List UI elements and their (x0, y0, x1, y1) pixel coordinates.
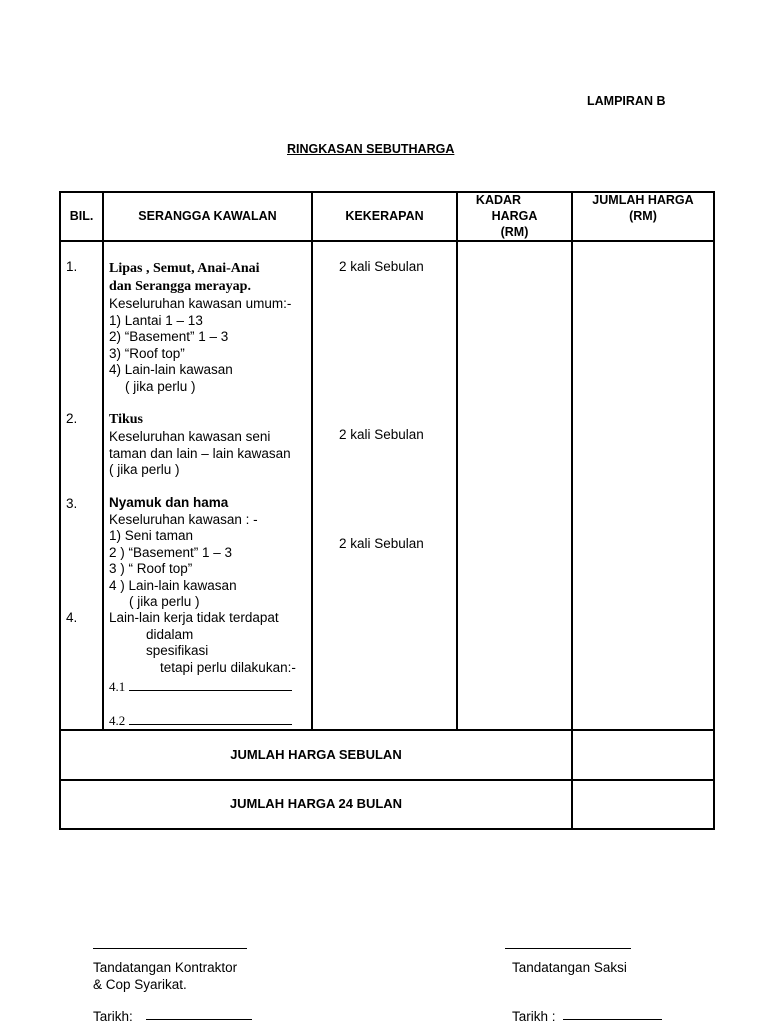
total-24-months-label: JUMLAH HARGA 24 BULAN (229, 796, 403, 811)
column-header-jumlah-harga (573, 192, 713, 224)
item-frequency: 2 kali Sebulan (339, 427, 424, 442)
item-number: 1. (66, 259, 78, 274)
item-line: 2) “Basement” 1 – 3 (109, 329, 229, 344)
item-line-text: didalam spesifikasi (146, 626, 209, 658)
column-header-bil: BIL. (69, 209, 94, 223)
column-divider-4 (571, 191, 573, 830)
sub-item-4-1 (109, 679, 305, 696)
item-line: Lain-lain kerja tidak terdapat (109, 610, 279, 625)
item-line: tetapi perlu dilakukan:- (160, 659, 296, 675)
item-line (109, 627, 305, 660)
item-description (109, 610, 305, 729)
contractor-date-line (146, 1019, 252, 1020)
appendix-label: LAMPIRAN B (587, 94, 666, 108)
total-monthly-label: JUMLAH HARGA SEBULAN (230, 747, 402, 762)
item-line: Keseluruhan kawasan umum:- (109, 296, 292, 311)
contractor-date-label: Tarikh: (93, 1009, 133, 1024)
witness-signature-label: Tandatangan Saksi (512, 960, 627, 975)
table-border-right (713, 191, 715, 830)
witness-date-line (563, 1019, 662, 1020)
item-note: ( jika perlu ) (125, 378, 196, 394)
item-frequency: 2 kali Sebulan (339, 536, 424, 551)
item-description (109, 495, 309, 611)
kadar-line-3: (RM) (500, 225, 529, 239)
contractor-label-line-1: Tandatangan Kontraktor (93, 960, 238, 975)
column-header-kekerapan: KEKERAPAN (345, 209, 424, 223)
item-description (109, 260, 309, 395)
item-description (109, 411, 309, 479)
item-frequency: 2 kali Sebulan (339, 259, 424, 274)
items-divider (59, 729, 715, 731)
item-line: ( jika perlu ) (109, 462, 180, 477)
item-title: Lipas , Semut, Anai-Anai (109, 261, 260, 276)
column-divider-1 (102, 191, 104, 731)
witness-signature-line (505, 948, 631, 949)
column-header-serangga: SERANGGA KAWALAN (138, 209, 277, 223)
item-line: 1) Seni taman (109, 528, 194, 543)
sub-item-4-2 (109, 713, 305, 730)
fill-in-line (129, 714, 292, 725)
fill-in-line (129, 680, 292, 691)
item-note: ( jika perlu ) (129, 594, 200, 609)
document-title: RINGKASAN SEBUTHARGA (287, 142, 455, 156)
item-line: 3 ) “ Roof top” (109, 561, 193, 576)
sub-item-label: 4.1 (109, 679, 126, 694)
item-title: Tikus (109, 412, 143, 427)
contractor-label-line-2: & Cop Syarikat. (93, 976, 187, 992)
item-line: 1) Lantai 1 – 13 (109, 312, 203, 328)
item-title: dan Serangga merayap. (109, 279, 251, 294)
item-line: Keseluruhan kawasan : - (109, 511, 258, 527)
table-border-left (59, 191, 61, 830)
jumlah-line-1: JUMLAH HARGA (592, 193, 694, 207)
contractor-signature-line (93, 948, 247, 949)
totals-divider (59, 779, 715, 781)
witness-date-label: Tarikh : (512, 1009, 556, 1024)
column-header-kadar-harga (458, 192, 571, 240)
item-line: Keseluruhan kawasan seni (109, 429, 271, 444)
sub-item-label: 4.2 (109, 712, 126, 728)
item-line: 4) Lain-lain kawasan (109, 362, 233, 377)
item-title: Nyamuk dan hama (109, 495, 229, 510)
column-divider-3 (456, 191, 458, 731)
item-number: 2. (66, 411, 78, 426)
item-line: 2 ) “Basement” 1 – 3 (109, 544, 233, 560)
jumlah-line-2: (RM) (629, 209, 657, 223)
kadar-line-2: HARGA (491, 209, 538, 223)
header-divider (59, 240, 715, 242)
item-line: 3) “Roof top” (109, 345, 185, 361)
table-border-bottom (59, 828, 715, 830)
item-number: 4. (66, 610, 78, 625)
column-divider-2 (311, 191, 313, 731)
contractor-signature-label (93, 960, 237, 993)
kadar-line-1: KADAR (475, 193, 522, 207)
item-number: 3. (66, 496, 78, 511)
item-line: 4 ) Lain-lain kawasan (109, 577, 237, 593)
item-line: taman dan lain – lain kawasan (109, 445, 291, 461)
